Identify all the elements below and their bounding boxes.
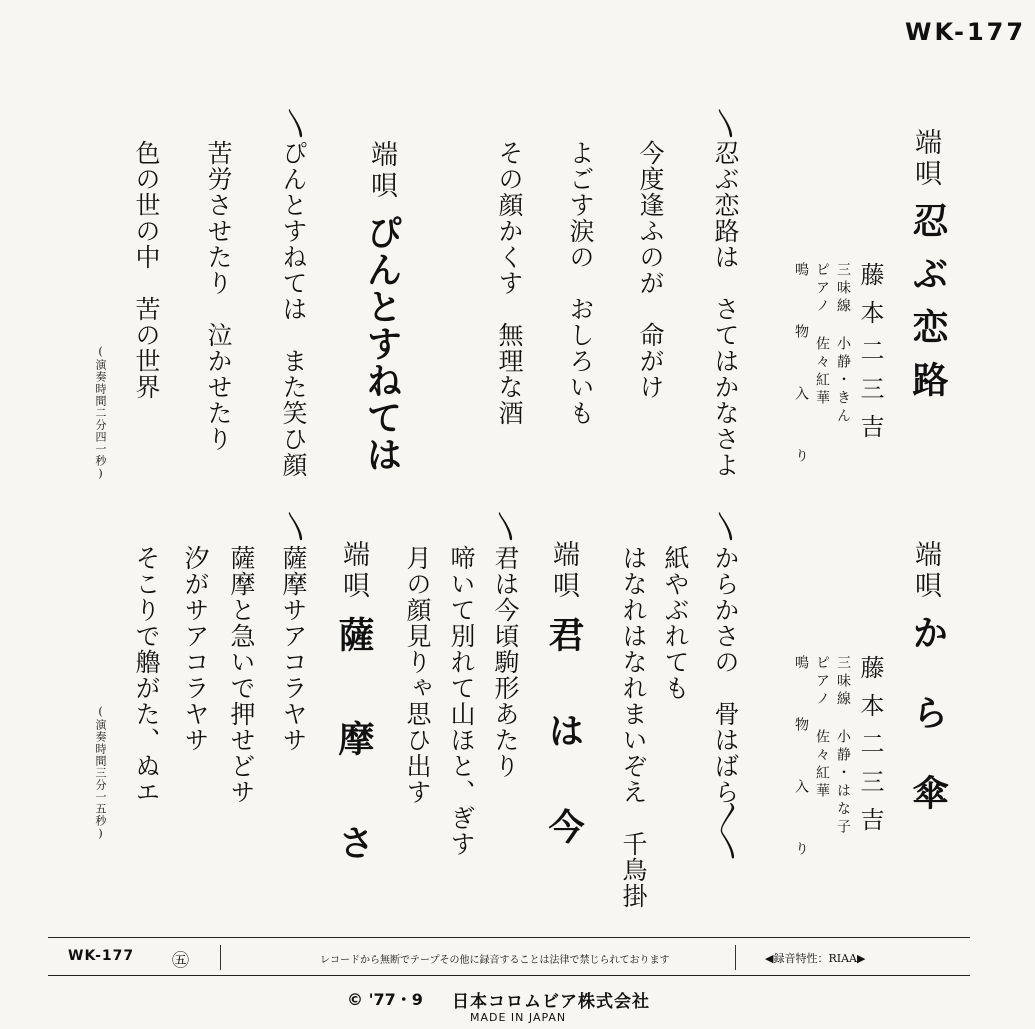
credit-narimono: 鳴 物 入 り xyxy=(793,655,809,871)
lyric-line: よごす涙の おしろいも xyxy=(566,140,595,426)
song-start-mark-icon: 〵 xyxy=(282,109,312,144)
recording-eq-label: ◀録音特性：RIAA▶ xyxy=(765,952,866,965)
song-start-mark-icon: 〵 xyxy=(492,512,522,547)
footer-catalog-number: WK-177 xyxy=(68,948,135,964)
footer-divider xyxy=(735,945,736,970)
company-name: 日本コロムビア株式会社 xyxy=(452,992,650,1012)
lyric-line: そこりで艪がた、ぬエ xyxy=(132,545,161,805)
genre-label: 端唄 xyxy=(910,128,941,190)
copyright-notice: レコードから無断でテープその他に録音することは法律で禁じられております xyxy=(320,955,670,966)
lyric-line: ぴんとすねては また笑ひ顔 xyxy=(279,140,308,478)
genre-label: 端唄 xyxy=(338,540,369,602)
lyric-line: その顔かくす 無理な酒 xyxy=(495,140,524,426)
song-title: ぴんとすねては xyxy=(361,214,402,473)
footer-top-rule xyxy=(48,937,970,938)
lyric-line: 忍ぶ恋路は さてはかなさよ xyxy=(711,140,740,478)
song-title: 薩摩さ xyxy=(333,616,374,928)
lyric-line: 啼いて別れて山ほと、ぎす xyxy=(447,545,476,857)
lyric-line: 君は今頃駒形あたり xyxy=(491,545,520,779)
lyric-line: 薩摩サアコラヤサ xyxy=(279,545,308,753)
footer-divider xyxy=(220,945,221,970)
credit-shamisen: 三味線 小静・きん xyxy=(835,262,851,426)
footer-bottom-rule xyxy=(48,975,970,976)
credit-narimono: 鳴 物 入 り xyxy=(793,262,809,478)
song-start-mark-icon: 〵 xyxy=(712,512,742,547)
song-title: 忍ぶ恋路 xyxy=(907,202,948,414)
genre-label: 端唄 xyxy=(910,540,941,602)
credit-piano: ピアノ 佐々紅華 xyxy=(814,262,830,408)
lyric-line: 薩摩と急いで押せどサ xyxy=(227,545,256,805)
lyric-line: はなれはなれまいぞえ 千鳥掛 xyxy=(619,545,648,909)
song-title: 君は今 xyxy=(543,616,584,904)
song-title: から傘 xyxy=(907,614,948,854)
copyright-year: © '77・9 xyxy=(347,990,423,1009)
credit-shamisen: 三味線 小静・はな子 xyxy=(835,655,851,837)
song-start-mark-icon: 〵 xyxy=(282,512,312,547)
catalog-number: WK-177 xyxy=(905,18,1027,46)
duration-label: (演奏時間三分一五秒) xyxy=(94,705,107,841)
genre-label: 端唄 xyxy=(366,140,397,202)
lyric-line: 紙やぶれても xyxy=(661,545,690,701)
song-start-mark-icon: 〵 xyxy=(712,109,742,144)
lyric-line: 今度逢ふのが 命がけ xyxy=(636,140,665,400)
lyric-line: 汐がサアコラヤサ xyxy=(181,545,210,753)
lyric-line: からかさの 骨はばら xyxy=(711,545,740,805)
performer-name: 藤本二三吉 xyxy=(856,262,884,452)
genre-label: 端唄 xyxy=(548,540,579,602)
performer-name: 藤本二三吉 xyxy=(856,655,884,845)
lyric-line: 色の世の中 苦の世界 xyxy=(132,140,161,400)
lyric-line: 月の顔見りゃ思ひ出す xyxy=(403,545,432,805)
credit-piano: ピアノ 佐々紅華 xyxy=(814,655,830,801)
duration-label: (演奏時間二分四一秒) xyxy=(94,345,107,481)
lyric-line: 苦労させたり 泣かせたり xyxy=(204,140,233,452)
made-in-label: MADE IN JAPAN xyxy=(470,1011,567,1024)
repeat-mark-icon: 〱 xyxy=(714,815,744,850)
tax-mark-icon: ㊄ xyxy=(172,951,189,971)
